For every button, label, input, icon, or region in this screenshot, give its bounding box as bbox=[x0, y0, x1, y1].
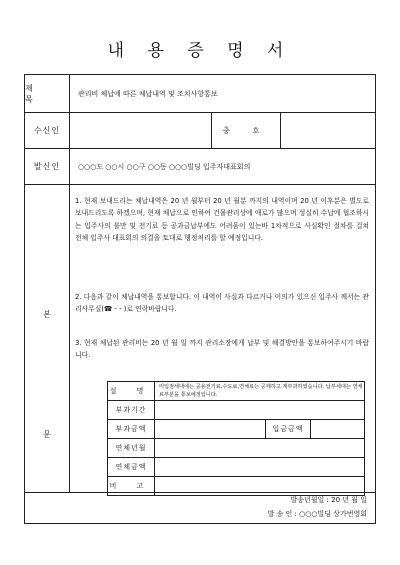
body-row bbox=[25, 185, 375, 493]
form-frame bbox=[24, 74, 376, 524]
document-title: 내 용 증 명 서 bbox=[107, 41, 293, 61]
table-row bbox=[108, 382, 365, 401]
recipient-row bbox=[25, 113, 375, 149]
period-value[interactable] bbox=[155, 401, 365, 420]
subject-value: 관리비 체납에 따른 체납내역 및 조치사항통보 bbox=[78, 89, 218, 98]
remarks-value[interactable] bbox=[155, 477, 365, 496]
send-sender: 발 송 인 : ○○○빌딩 상가번영회 bbox=[267, 510, 367, 518]
recipient-unit-label: 충 호 bbox=[211, 113, 281, 148]
overdue-month-label: 연체년월 bbox=[108, 439, 155, 458]
amount-value[interactable] bbox=[155, 420, 266, 439]
period-label: 부과기간 bbox=[108, 401, 155, 420]
sender-value: ○○○도 ○○시 ○○구 ○○동 ○○○빌딩 입주자대표회의 bbox=[78, 162, 251, 171]
recipient-label: 수신인 bbox=[25, 113, 70, 148]
overdue-month-value[interactable] bbox=[155, 439, 365, 458]
table-row bbox=[108, 477, 365, 496]
paragraph-3: 3. 현재 체납된 관리비는 20 년 월 일 까지 관리소장에게 납부 및 해결방안을 통보하여주시기 바랍니다. bbox=[75, 339, 369, 360]
table-row bbox=[108, 458, 365, 477]
subject-label: 제 목 bbox=[25, 75, 70, 112]
sender-label: 발신인 bbox=[25, 149, 70, 184]
overdue-amount-label: 연체금액 bbox=[108, 458, 155, 477]
arrears-table bbox=[107, 381, 365, 496]
subject-row bbox=[25, 75, 375, 113]
remarks-label: 비 고 bbox=[108, 477, 155, 496]
table-row bbox=[108, 401, 365, 420]
send-date: 발송년월일 : 20 년 월 일 bbox=[290, 496, 367, 504]
desc-label: 설 명 bbox=[108, 382, 155, 401]
paragraph-1: 1. 현재 보내드리는 체납내역은 20 년 월부터 20 년 월분 까지의 내역이며 20 년 이후분은 별도로 보내드리도록 하겠으며, 현재 체납으로 인하여 건물관리상에 애로가 많으며 성실히 수납에 협조하시는 입주사의 불만 및 전기료 등 공과금납부에도 어려움이 있는바 1차적으로 사실확인 절차를 걸쳐 전체 입주사 대표회의 의결을 토대로 행정처리를 할 예정입니다. bbox=[75, 197, 369, 243]
paid-label: 입금금액 bbox=[266, 420, 311, 439]
sender-row bbox=[25, 149, 375, 185]
table-row bbox=[108, 439, 365, 458]
paid-value[interactable] bbox=[311, 420, 365, 439]
body-label-top: 본 bbox=[43, 310, 51, 319]
desc-text: 미입점세대에는 공용전기료,수도료,연체료는 공제하고 계부과하였습니다. 납부세대는 연체료부분을 통보예정입니다. bbox=[155, 382, 365, 401]
paragraph-2: 2. 다음과 같이 체납내역을 통보합니다. 이 내역이 사실과 다르거나 이의가 있으신 입주사 께서는 관리사무실(☎ - - )로 연락바랍니다. bbox=[75, 293, 369, 314]
body-label-bottom: 문 bbox=[43, 430, 51, 439]
body-label bbox=[25, 185, 70, 492]
amount-label: 부과금액 bbox=[108, 420, 155, 439]
table-row bbox=[108, 420, 365, 439]
overdue-amount-value[interactable] bbox=[155, 458, 365, 477]
